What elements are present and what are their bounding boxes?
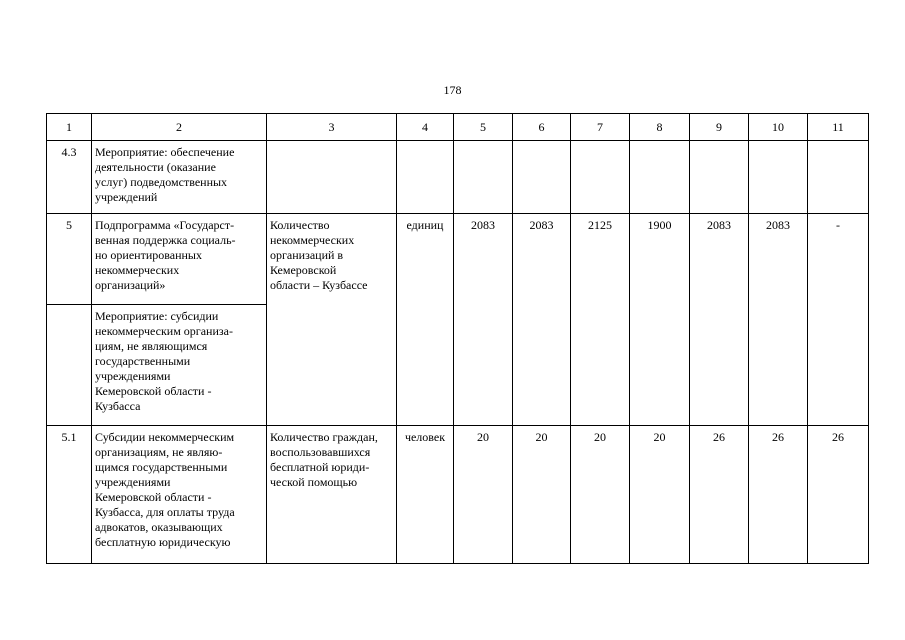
table-cell	[630, 141, 690, 214]
column-header: 4	[397, 114, 454, 141]
value-cell: -	[808, 214, 869, 426]
value-cell: 26	[690, 426, 749, 564]
value-cell: 20	[454, 426, 513, 564]
row-name: Мероприятие: субсидии некоммерческим организа- циям, не являющимся государственными учреждениями Кемеровской области - Кузбасса	[92, 305, 267, 426]
row-number: 4.3	[47, 141, 92, 214]
row-number: 5.1	[47, 426, 92, 564]
value-cell: 20	[513, 426, 571, 564]
column-header: 3	[267, 114, 397, 141]
unit-cell: единиц	[397, 214, 454, 426]
value-cell: 2083	[690, 214, 749, 426]
value-cell: 2083	[513, 214, 571, 426]
indicator-cell: Количество некоммерческих организаций в Кемеровской области – Кузбассе	[267, 214, 397, 426]
column-header: 5	[454, 114, 513, 141]
table-cell	[397, 141, 454, 214]
header-row	[47, 114, 869, 141]
column-header: 9	[690, 114, 749, 141]
table-row	[47, 141, 869, 214]
column-header: 11	[808, 114, 869, 141]
value-cell: 26	[808, 426, 869, 564]
indicator-cell: Количество граждан, воспользовавшихся бесплатной юриди- ческой помощью	[267, 426, 397, 564]
column-header: 2	[92, 114, 267, 141]
row-name: Субсидии некоммерческим организациям, не являю- щимся государственными учреждениями Кемеровской области - Кузбасса, для оплаты труда адвокатов, оказывающих бесплатную юридическую	[92, 426, 267, 564]
column-header: 1	[47, 114, 92, 141]
table-cell	[808, 141, 869, 214]
column-header: 8	[630, 114, 690, 141]
table-cell	[267, 141, 397, 214]
row-name: Мероприятие: обеспечение деятельности (оказание услуг) подведомственных учреждений	[92, 141, 267, 214]
unit-cell: человек	[397, 426, 454, 564]
column-header: 10	[749, 114, 808, 141]
row-number	[47, 305, 92, 426]
value-cell: 20	[630, 426, 690, 564]
table-row	[47, 214, 869, 305]
value-cell: 1900	[630, 214, 690, 426]
table-cell	[513, 141, 571, 214]
table-cell	[690, 141, 749, 214]
value-cell: 2083	[749, 214, 808, 426]
table-row	[47, 426, 869, 564]
table-cell	[571, 141, 630, 214]
value-cell: 2083	[454, 214, 513, 426]
row-name: Подпрограмма «Государст- венная поддержка социаль- но ориентированных некоммерческих организаций»	[92, 214, 267, 305]
page-number: 178	[443, 83, 462, 97]
table-cell	[749, 141, 808, 214]
value-cell: 26	[749, 426, 808, 564]
value-cell: 20	[571, 426, 630, 564]
data-table	[46, 113, 869, 564]
row-number: 5	[47, 214, 92, 305]
table-cell	[454, 141, 513, 214]
column-header: 6	[513, 114, 571, 141]
value-cell: 2125	[571, 214, 630, 426]
column-header: 7	[571, 114, 630, 141]
